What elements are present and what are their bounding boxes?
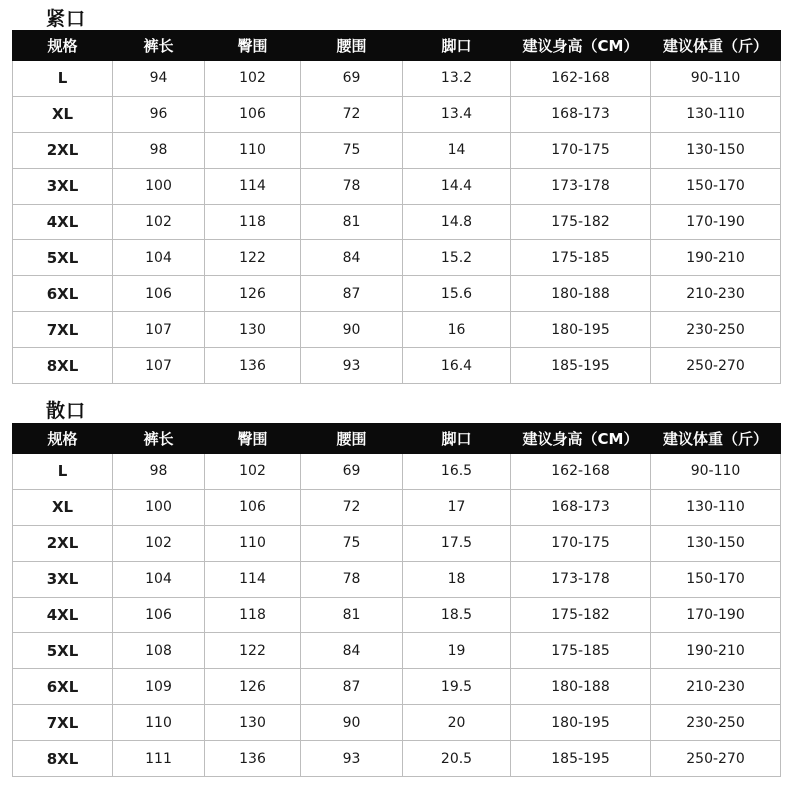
cell-hem: 18.5: [403, 597, 511, 633]
table-row: [13, 168, 781, 204]
cell-waist: 81: [301, 204, 403, 240]
table-row: [13, 525, 781, 561]
cell-height: 162-168: [511, 61, 651, 97]
cell-weight: 190-210: [651, 240, 781, 276]
cell-size: 2XL: [13, 132, 113, 168]
size-table-tight-cuff: [12, 30, 781, 384]
cell-height: 185-195: [511, 348, 651, 384]
cell-hip: 118: [205, 597, 301, 633]
cell-hem: 13.4: [403, 96, 511, 132]
header-hip: 臀围: [205, 424, 301, 454]
cell-size: 4XL: [13, 597, 113, 633]
cell-waist: 72: [301, 489, 403, 525]
cell-waist: 69: [301, 61, 403, 97]
cell-hip: 106: [205, 489, 301, 525]
header-hem: 脚口: [403, 424, 511, 454]
cell-weight: 130-150: [651, 132, 781, 168]
table-row: [13, 561, 781, 597]
header-hem: 脚口: [403, 31, 511, 61]
cell-pant-length: 98: [113, 132, 205, 168]
cell-waist: 78: [301, 561, 403, 597]
cell-weight: 90-110: [651, 454, 781, 490]
cell-pant-length: 107: [113, 348, 205, 384]
cell-height: 175-182: [511, 204, 651, 240]
header-size: 规格: [13, 424, 113, 454]
cell-weight: 90-110: [651, 61, 781, 97]
cell-size: XL: [13, 96, 113, 132]
cell-pant-length: 94: [113, 61, 205, 97]
cell-hip: 118: [205, 204, 301, 240]
size-table-loose-cuff: [12, 423, 781, 777]
header-waist: 腰围: [301, 424, 403, 454]
section-title-tight-cuff: 紧口: [46, 8, 87, 30]
cell-hip: 126: [205, 669, 301, 705]
cell-pant-length: 109: [113, 669, 205, 705]
cell-weight: 230-250: [651, 312, 781, 348]
cell-hem: 19: [403, 633, 511, 669]
cell-size: 6XL: [13, 669, 113, 705]
table-row: [13, 454, 781, 490]
cell-hem: 16.5: [403, 454, 511, 490]
cell-hem: 19.5: [403, 669, 511, 705]
cell-hem: 18: [403, 561, 511, 597]
cell-pant-length: 100: [113, 168, 205, 204]
cell-weight: 250-270: [651, 741, 781, 777]
cell-hem: 20: [403, 705, 511, 741]
cell-weight: 210-230: [651, 669, 781, 705]
cell-height: 173-178: [511, 168, 651, 204]
cell-waist: 84: [301, 240, 403, 276]
cell-hem: 16.4: [403, 348, 511, 384]
cell-pant-length: 110: [113, 705, 205, 741]
cell-pant-length: 98: [113, 454, 205, 490]
table-row: [13, 633, 781, 669]
table-row: [13, 348, 781, 384]
cell-pant-length: 106: [113, 597, 205, 633]
header-pant-length: 裤长: [113, 424, 205, 454]
cell-hem: 13.2: [403, 61, 511, 97]
cell-weight: 170-190: [651, 597, 781, 633]
table-row: [13, 741, 781, 777]
cell-pant-length: 108: [113, 633, 205, 669]
cell-pant-length: 96: [113, 96, 205, 132]
cell-pant-length: 102: [113, 525, 205, 561]
cell-hem: 15.2: [403, 240, 511, 276]
cell-weight: 150-170: [651, 168, 781, 204]
cell-hip: 122: [205, 633, 301, 669]
cell-hip: 114: [205, 168, 301, 204]
header-weight: 建议体重（斤）: [651, 31, 781, 61]
cell-hem: 17: [403, 489, 511, 525]
cell-waist: 78: [301, 168, 403, 204]
cell-hip: 102: [205, 454, 301, 490]
cell-height: 168-173: [511, 96, 651, 132]
cell-size: 3XL: [13, 561, 113, 597]
cell-size: 2XL: [13, 525, 113, 561]
cell-height: 180-195: [511, 705, 651, 741]
table-row: [13, 61, 781, 97]
cell-weight: 250-270: [651, 348, 781, 384]
cell-size: 4XL: [13, 204, 113, 240]
cell-waist: 90: [301, 312, 403, 348]
table-row: [13, 132, 781, 168]
cell-hem: 16: [403, 312, 511, 348]
cell-height: 180-188: [511, 669, 651, 705]
cell-size: 8XL: [13, 741, 113, 777]
cell-size: 7XL: [13, 705, 113, 741]
cell-height: 175-182: [511, 597, 651, 633]
table-row: [13, 96, 781, 132]
cell-waist: 81: [301, 597, 403, 633]
cell-hip: 136: [205, 741, 301, 777]
cell-height: 170-175: [511, 132, 651, 168]
cell-hip: 122: [205, 240, 301, 276]
table-row: [13, 240, 781, 276]
header-size: 规格: [13, 31, 113, 61]
cell-weight: 210-230: [651, 276, 781, 312]
cell-pant-length: 100: [113, 489, 205, 525]
cell-waist: 84: [301, 633, 403, 669]
cell-size: L: [13, 454, 113, 490]
cell-hip: 110: [205, 525, 301, 561]
cell-size: 3XL: [13, 168, 113, 204]
table-row: [13, 276, 781, 312]
cell-height: 168-173: [511, 489, 651, 525]
cell-height: 175-185: [511, 240, 651, 276]
table-row: [13, 705, 781, 741]
header-hip: 臀围: [205, 31, 301, 61]
cell-hem: 17.5: [403, 525, 511, 561]
cell-hip: 136: [205, 348, 301, 384]
header-waist: 腰围: [301, 31, 403, 61]
cell-hip: 126: [205, 276, 301, 312]
cell-height: 162-168: [511, 454, 651, 490]
table-header-row: [13, 424, 781, 454]
cell-waist: 93: [301, 741, 403, 777]
cell-size: 5XL: [13, 240, 113, 276]
header-height: 建议身高（CM）: [511, 31, 651, 61]
cell-waist: 93: [301, 348, 403, 384]
cell-waist: 75: [301, 132, 403, 168]
cell-weight: 170-190: [651, 204, 781, 240]
cell-size: L: [13, 61, 113, 97]
cell-waist: 87: [301, 669, 403, 705]
table-row: [13, 669, 781, 705]
header-pant-length: 裤长: [113, 31, 205, 61]
cell-pant-length: 104: [113, 561, 205, 597]
table-row: [13, 597, 781, 633]
table-row: [13, 204, 781, 240]
cell-size: 7XL: [13, 312, 113, 348]
cell-hem: 14.4: [403, 168, 511, 204]
cell-height: 180-195: [511, 312, 651, 348]
cell-waist: 69: [301, 454, 403, 490]
cell-hem: 14: [403, 132, 511, 168]
cell-hem: 14.8: [403, 204, 511, 240]
cell-waist: 75: [301, 525, 403, 561]
cell-pant-length: 106: [113, 276, 205, 312]
cell-hip: 130: [205, 705, 301, 741]
cell-hem: 15.6: [403, 276, 511, 312]
cell-weight: 130-110: [651, 489, 781, 525]
cell-waist: 90: [301, 705, 403, 741]
cell-weight: 190-210: [651, 633, 781, 669]
cell-weight: 230-250: [651, 705, 781, 741]
cell-pant-length: 111: [113, 741, 205, 777]
cell-size: XL: [13, 489, 113, 525]
cell-hip: 106: [205, 96, 301, 132]
cell-pant-length: 102: [113, 204, 205, 240]
cell-waist: 87: [301, 276, 403, 312]
header-weight: 建议体重（斤）: [651, 424, 781, 454]
cell-size: 5XL: [13, 633, 113, 669]
cell-weight: 130-150: [651, 525, 781, 561]
cell-pant-length: 107: [113, 312, 205, 348]
cell-weight: 130-110: [651, 96, 781, 132]
cell-size: 8XL: [13, 348, 113, 384]
section-title-loose-cuff: 散口: [46, 400, 87, 422]
cell-waist: 72: [301, 96, 403, 132]
cell-height: 173-178: [511, 561, 651, 597]
table-header-row: [13, 31, 781, 61]
cell-height: 185-195: [511, 741, 651, 777]
cell-hip: 110: [205, 132, 301, 168]
cell-pant-length: 104: [113, 240, 205, 276]
cell-height: 175-185: [511, 633, 651, 669]
cell-height: 180-188: [511, 276, 651, 312]
cell-weight: 150-170: [651, 561, 781, 597]
cell-size: 6XL: [13, 276, 113, 312]
header-height: 建议身高（CM）: [511, 424, 651, 454]
table-row: [13, 489, 781, 525]
cell-hip: 130: [205, 312, 301, 348]
cell-height: 170-175: [511, 525, 651, 561]
cell-hip: 102: [205, 61, 301, 97]
cell-hem: 20.5: [403, 741, 511, 777]
table-row: [13, 312, 781, 348]
cell-hip: 114: [205, 561, 301, 597]
